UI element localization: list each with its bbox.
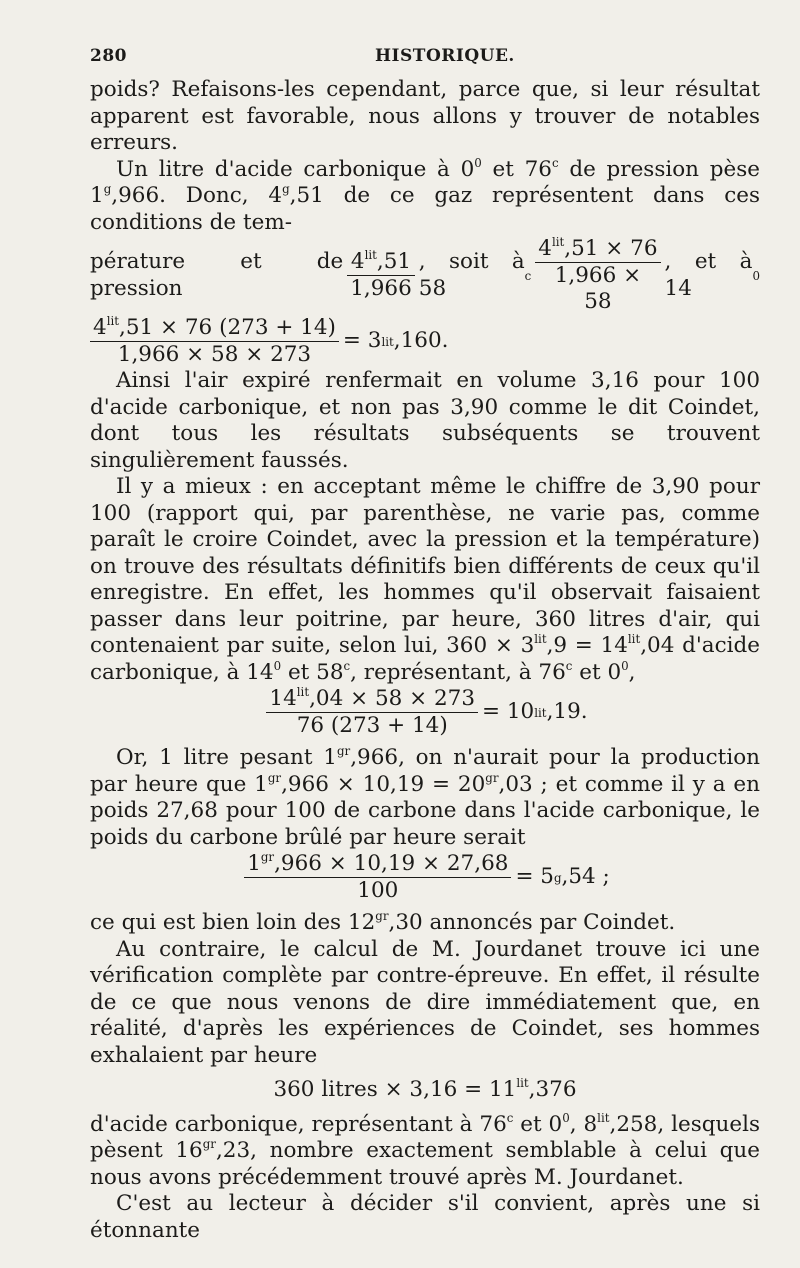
paragraph: Or, 1 litre pesant $1^{gr},966$, on n'aurait pour la production par heure que $1^{gr},966 \times 10,19 = 20^{gr},03$ ; et comme il y a en poids 27,68 pour 100 de carbone dans l'acide carbonique, le poids du carbone brûlé par heure serait [90, 744, 760, 850]
formula-line: $\frac{14^{lit},04 \times 58 \times 273}{76 (273 + 14)}$ = 10 lit ,19. [90, 686, 760, 739]
formula-line: 360 litres × $3,16 = 11^{lit},376$ [273, 1076, 577, 1102]
fraction: $\frac{14^{lit},04 \times 58 \times 273}{76 (273 + 14)}$ [266, 686, 478, 739]
paragraph: ce qui est bien loin des $12^{gr},30$ annoncés par Coindet. [90, 909, 676, 935]
page-body [90, 77, 760, 1244]
paragraph: Ainsi l'air expiré renfermait en volume 3,16 pour 100 d'acide carbonique, et non pas 3,90 comme le dit Coindet, dont tous les résultats subséquents se trouvent singulièrement faussés. [90, 368, 760, 473]
paragraph: poids? Refaisons-les cependant, parce que, si leur résultat apparent est favorable, nous allons y trouver de notables erreurs. [90, 77, 760, 155]
fraction: $\frac{4^{lit},51 \times 76}{1,966 \times 58}$ [535, 236, 660, 315]
paragraph: Au contraire, le calcul de M. Jourdanet trouve ici une vérification complète par contre-épreuve. En effet, il résulte de ce que nous venons de dire immédiatement que, en réalité, d'après les expériences de Coindet, ses hommes exhalaient par heure [90, 936, 760, 1068]
fraction: $\frac{4^{lit},51}{1,966}$ [347, 249, 415, 302]
paragraph: Un litre d'acide carbonique à $0^0$ et 76$^c$ de pression pèse 1$^g$,966. Donc, 4$^g$,51 de ce gaz représentent dans ces conditions de tem- [90, 155, 760, 235]
running-title: HISTORIQUE. [375, 46, 515, 66]
formula-line: $\frac{1^{gr},966 \times 10,19 \times 27,68}{100}$ = 5 g ,54 ; [90, 851, 760, 904]
formula-line: $\frac{4^{lit},51 \times 76 (273 + 14)}{1,966 \times 58 \times 273}$ = 3 lit ,160. [90, 315, 760, 368]
page-number: 280 [90, 46, 127, 66]
paragraph: C'est au lecteur à décider s'il convient, après une si étonnante [90, 1191, 760, 1243]
formula-line: pérature et de pression $\frac{4^{lit},51}{1,966}$ , soit à 58 c $\frac{4^{lit},51 \times 76}{1,966 \times 58}$ , et à 14 0 [90, 235, 760, 314]
fraction: $\frac{4^{lit},51 \times 76 (273 + 14)}{1,966 \times 58 \times 273}$ [90, 315, 339, 368]
fraction: $\frac{1^{gr},966 \times 10,19 \times 27,68}{100}$ [244, 851, 511, 904]
running-header [90, 46, 760, 72]
paragraph: d'acide carbonique, représentant à 76$^c$ et $0^0$, $8^{lit},258$, lesquels pèsent $16^{gr},23$, nombre exactement semblable à celui que nous avons précédemment trouvé après M. Jourdanet. [90, 1110, 760, 1190]
paragraph: Il y a mieux : en acceptant même le chiffre de 3,90 pour 100 (rapport qui, par parenthèse, ne varie pas, comme paraît le croire Coindet, avec la pression et la température) on trouve des résultats définitifs bien différents de ceux qu'il enregistre. En effet, les hommes qu'il observait faisaient passer dans leur poitrine, par heure, 360 litres d'air, qui contenaient par suite, selon lui, $360 \times 3^{lit},9 = 14^{lit},04$ d'acide carbonique, à $14^0$ et 58$^c$, représentant, à 76$^c$ et $0^0$, [90, 474, 760, 685]
